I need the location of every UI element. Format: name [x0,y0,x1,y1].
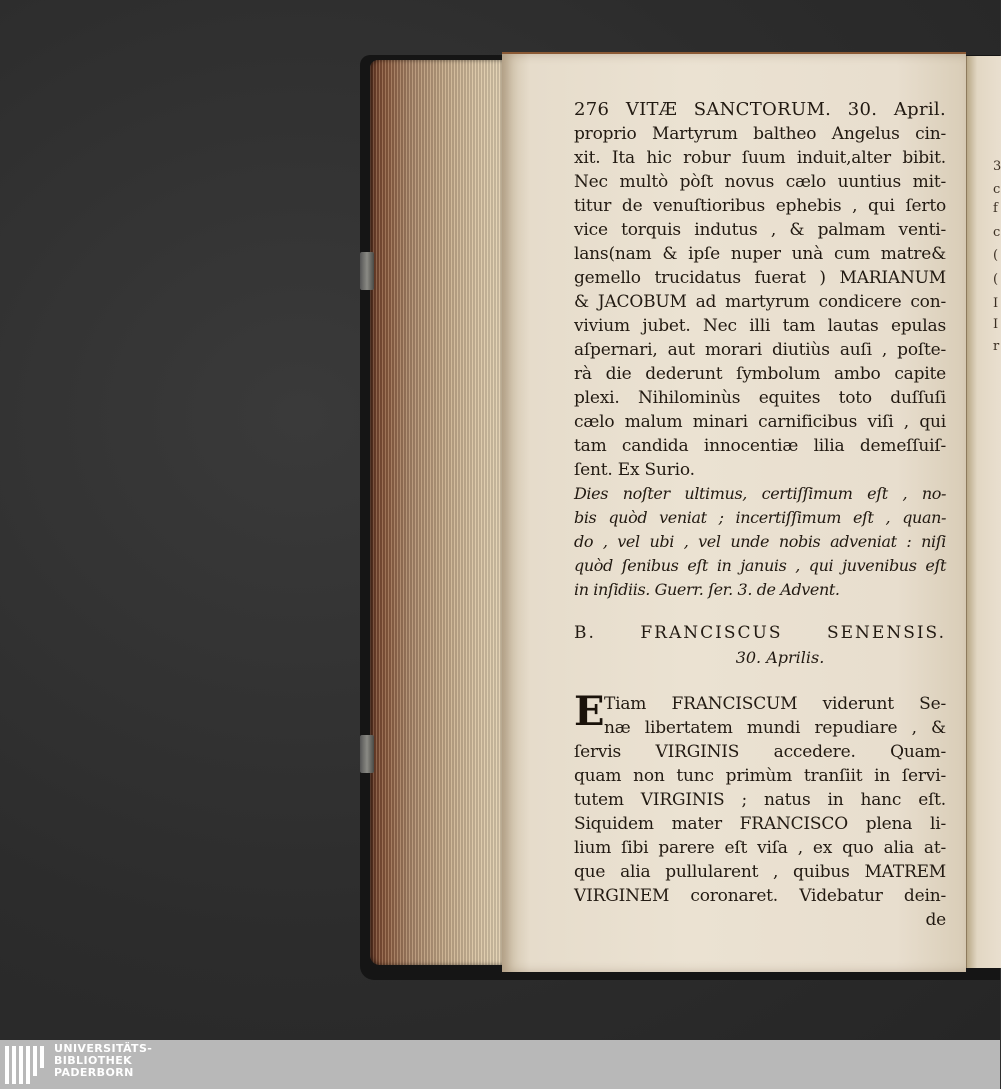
library-name-line: PADERBORN [54,1066,134,1079]
quote-line: bis quòd veniat ; incertiſſimum eſt , quan- [574,508,946,527]
paragraph-franciscus [574,688,946,932]
text-line: lium ſibi parere eſt viſa , ex quo alia at- [574,838,946,858]
text-line: gemello trucidatus fuerat ) MARIANUM [574,268,946,288]
edge-glyph: f [993,201,998,216]
edge-glyph: ( [993,248,999,263]
text-line: VIRGINEM coronaret. Videbatur dein- [574,886,946,906]
running-header: 276 VITÆ SANCTORUM. 30. April. [574,99,946,120]
text-line: næ libertatem mundi repudiare , & [604,718,946,738]
page-text [574,98,946,932]
text-line: quam non tunc primùm tranſiit in ſervi- [574,766,946,786]
edge-glyph: c [993,182,1001,197]
text-line: ſent. Ex Surio. [574,460,695,480]
section-date: 30. Aprilis. [735,648,825,667]
text-line: que alia pullularent , quibus MATREM [574,862,946,882]
paragraph-martyrs [574,122,946,482]
library-logo-icon [4,1044,46,1086]
text-line: plexi. Nihilominùs equites toto duſſuſi [574,388,946,408]
library-name [54,1043,152,1079]
text-line: rà die dederunt ſymbolum ambo capite [574,364,946,384]
text-line: aſpernari, aut morari diutiùs auſi , poſte- [574,340,946,360]
text-line: vivium jubet. Nec illi tam lautas epulas [574,316,946,336]
text-line: cælo malum minari carnificibus viſi , qui [574,412,946,432]
text-line: Siquidem mater FRANCISCO plena li- [574,814,946,834]
text-line: tam candida innocentiæ lilia demeſſuiſ- [574,436,946,456]
quote-line: in inſidiis. Guerr. ſer. 3. de Advent. [574,580,840,599]
text-line: vice torquis indutus , & palmam venti- [574,220,946,240]
edge-glyph: r [993,339,1000,354]
edge-glyph: I [993,317,999,332]
footer-bar [0,1040,1000,1089]
text-line: ſervis VIRGINIS accedere. Quam- [574,742,946,762]
edge-glyph: I [993,296,999,311]
quote-line: quòd ſenibus eſt in januis , qui juvenibus eſt [574,556,946,575]
book-clasp-top [360,252,374,290]
quote-line: do , vel ubi , vel unde nobis adveniat : niſi [574,532,946,551]
drop-cap: E [574,688,605,735]
text-line: titur de venuſtioribus ephebis , qui ſerto [574,196,946,216]
quote-line: Dies noſter ultimus, certiſſimum eſt , no- [574,484,946,503]
text-line: lans(nam & ipſe nuper unà cum matre& [574,244,946,264]
next-page-edge [966,56,1001,968]
catchword: de [925,910,946,930]
text-line: proprio Martyrum baltheo Angelus cin- [574,124,946,144]
text-line: Tiam FRANCISCUM viderunt Se- [604,694,946,714]
text-line: xit. Ita hic robur ſuum induit,alter bibit. [574,148,946,168]
text-line: & JACOBUM ad martyrum condicere con- [574,292,946,312]
text-line: Nec multò pòſt novus cælo uuntius mit- [574,172,946,192]
quote-block [574,482,946,602]
text-line: tutem VIRGINIS ; natus in hanc eſt. [574,790,946,810]
page-edges [370,60,502,965]
book-clasp-bottom [360,735,374,773]
section-title: B. FRANCISCUS SENENSIS. [574,623,946,643]
edge-glyph: ( [993,272,999,287]
library-name-line: UNIVERSITÄTS- [54,1042,153,1055]
edge-glyph: c [993,225,1001,240]
edge-glyph: 3 [993,159,1001,174]
library-name-line: BIBLIOTHEK [54,1054,133,1067]
